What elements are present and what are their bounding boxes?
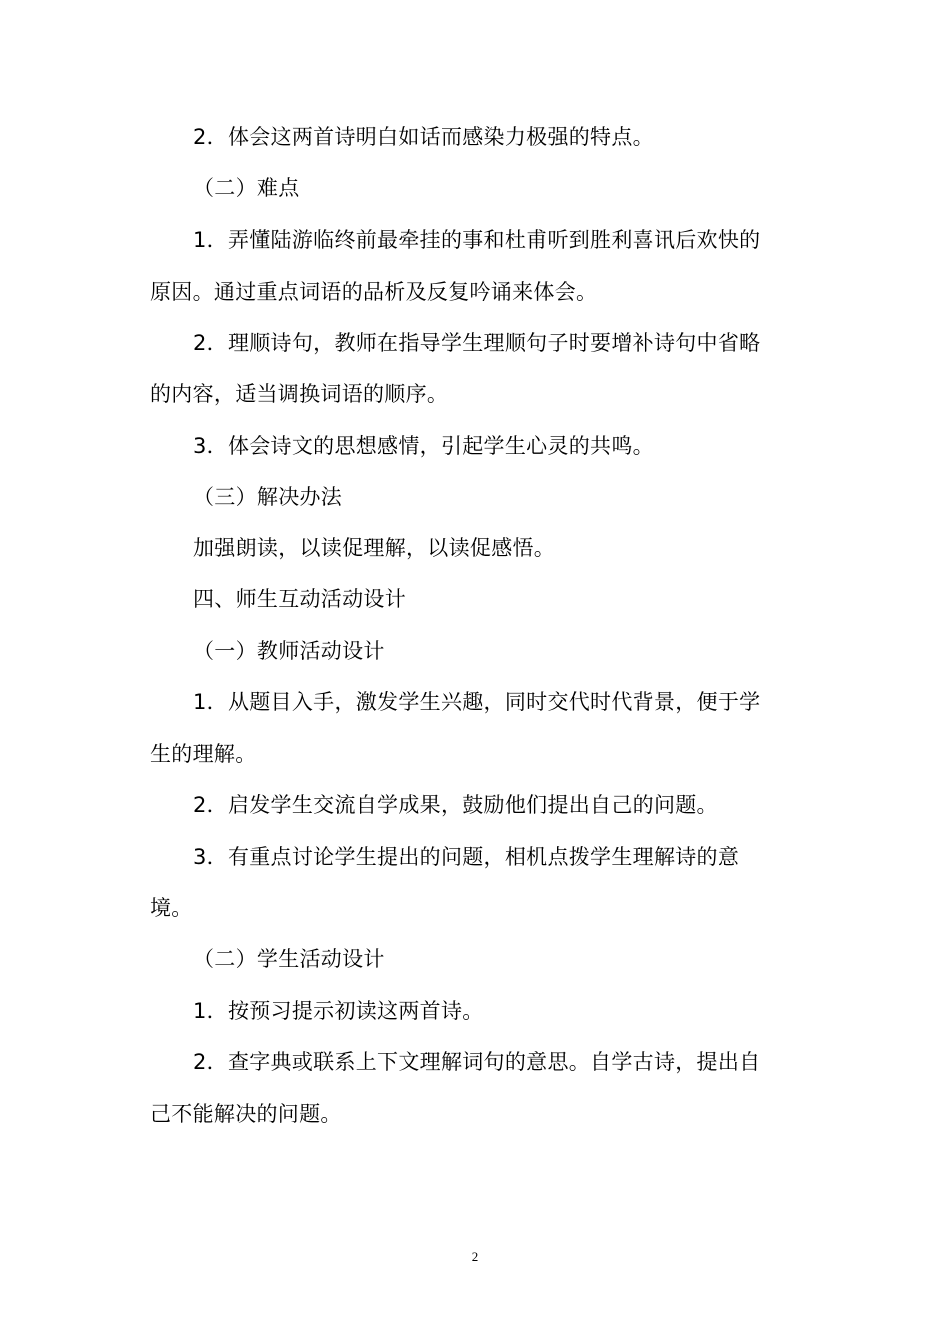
list-item-understand-reasons-cont: 原因。通过重点词语的品析及反复吟诵来体会。 (150, 280, 598, 304)
list-item-inspire-exchange: 2．启发学生交流自学成果，鼓励他们提出自己的问题。 (193, 793, 718, 817)
list-item-preview-reading: 1．按预习提示初读这两首诗。 (193, 999, 484, 1023)
list-item-appreciate-poems: 2．体会这两首诗明白如话而感染力极强的特点。 (193, 125, 654, 149)
section-heading-interaction-design: 四、师生互动活动设计 (193, 587, 406, 611)
list-item-discuss-questions-cont: 境。 (150, 896, 193, 920)
list-item-dictionary-study-cont: 己不能解决的问题。 (150, 1102, 342, 1126)
list-item-feel-emotions: 3．体会诗文的思想感情，引起学生心灵的共鸣。 (193, 434, 654, 458)
section-heading-solutions: （三）解决办法 (193, 485, 343, 509)
list-item-start-from-title-cont: 生的理解。 (150, 742, 257, 766)
paragraph-read-aloud: 加强朗读，以读促理解，以读促感悟。 (193, 536, 556, 560)
list-item-discuss-questions: 3．有重点讨论学生提出的问题，相机点拨学生理解诗的意 (193, 845, 740, 869)
list-item-start-from-title: 1．从题目入手，激发学生兴趣，同时交代时代背景，便于学 (193, 690, 761, 714)
list-item-dictionary-study: 2．查字典或联系上下文理解词句的意思。自学古诗，提出自 (193, 1050, 761, 1074)
section-heading-teacher-activities: （一）教师活动设计 (193, 639, 385, 663)
list-item-sort-verses: 2．理顺诗句，教师在指导学生理顺句子时要增补诗句中省略 (193, 331, 761, 355)
section-heading-difficulties: （二）难点 (193, 176, 300, 200)
list-item-sort-verses-cont: 的内容，适当调换词语的顺序。 (150, 382, 449, 406)
list-item-understand-reasons: 1．弄懂陆游临终前最牵挂的事和杜甫听到胜利喜讯后欢快的 (193, 228, 761, 252)
page-number: 2 (471, 1249, 479, 1264)
section-heading-student-activities: （二）学生活动设计 (193, 947, 385, 971)
